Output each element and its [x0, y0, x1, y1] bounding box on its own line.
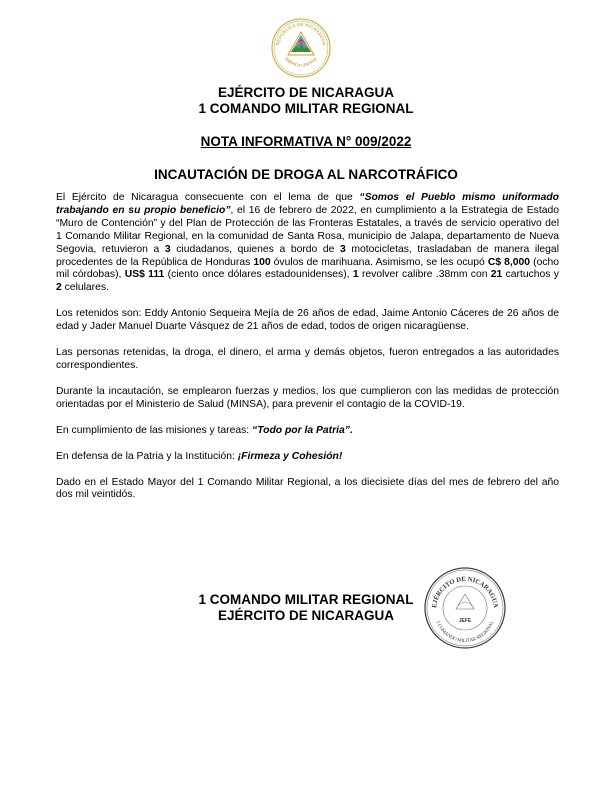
- stamp-center-text: JEFE: [458, 618, 472, 624]
- signature-org: EJÉRCITO DE NICARAGUA: [217, 608, 395, 623]
- header-command: 1 COMANDO MILITAR REGIONAL: [198, 101, 414, 116]
- motto-patria: “Todo por la Patria”.: [252, 424, 353, 436]
- document-body: [56, 192, 559, 515]
- paragraph-5: En cumplimiento de las misiones y tareas: “Todo por la Patria”.: [56, 424, 353, 436]
- paragraph-2: Los retenidos son: Eddy Antonio Sequeira Mejía de 26 años de edad, Jaime Antonio Cáceres de 26 años de edad y Jader Manuel Duarte Vásquez de 21 años de edad, todos de origen nicaragüense.: [56, 308, 559, 333]
- paragraph-6: En defensa de la Patria y la Institución: ¡Firmeza y Cohesión!: [56, 450, 343, 462]
- stamp-bottom-text: 1 COMANDO MILITAR REGIONAL: [434, 620, 496, 645]
- paragraph-1: El Ejército de Nicaragua consecuente con el lema de que “Somos el Pueblo mismo uniformado trabajando en su propio beneficio”, el 16 de febrero de 2022, en cumplimiento a la Estrategia de Estado “Muro de Contención” y del Plan de Protección de las Fronteras Estatales, a través de servicio operativo del 1 Comando Militar Regional, en la comunidad de Santa Rosa, municipio de Jalapa, departamento de Nueva Segovia, retuvieron a 3 ciudadanos, quienes a bordo de 3 motocicletas, trasladaban de manera ilegal procedentes de la República de Honduras 100 óvulos de marihuana. Asimismo, se les ocupó C$ 8,000 (ocho mil córdobas), US$ 111 (ciento once dólares estadounidenses), 1 revolver calibre .38mm con 21 cartuchos y 2 celulares.: [56, 192, 560, 294]
- document-number: NOTA INFORMATIVA N° 009/2022: [200, 134, 412, 149]
- official-stamp: [423, 566, 507, 650]
- svg-text:EJÉRCITO DE NICARAGUA: [431, 576, 499, 609]
- stamp-top-text: EJÉRCITO DE NICARAGUA: [431, 575, 499, 609]
- seal-bottom-text: AMÉRICA CENTRAL: [283, 55, 319, 68]
- signature-command: 1 COMANDO MILITAR REGIONAL: [198, 592, 414, 607]
- seal-top-text: REPÚBLICA DE NICARAGUA: [275, 21, 327, 46]
- paragraph-7: Dado en el Estado Mayor del 1 Comando Militar Regional, a los diecisiete días del mes de febrero del año dos mil veintidós.: [56, 476, 559, 501]
- motto-firmeza: ¡Firmeza y Cohesión!: [237, 450, 343, 462]
- svg-text:AMÉRICA CENTRAL: [284, 55, 319, 68]
- document-subject: INCAUTACIÓN DE DROGA AL NARCOTRÁFICO: [154, 167, 458, 182]
- paragraph-4: Durante la incautación, se emplearon fuerzas y medios, los que cumplieron con las medidas de protección orientadas por el Ministerio de Salud (MINSA), para prevenir el contagio de la COVID-19.: [56, 385, 559, 410]
- header-org: EJÉRCITO DE NICARAGUA: [217, 85, 395, 100]
- coat-of-arms-seal: [270, 17, 332, 79]
- paragraph-3: Las personas retenidas, la droga, el dinero, el arma y demás objetos, fueron entregados a las autoridades correspondientes.: [56, 347, 559, 371]
